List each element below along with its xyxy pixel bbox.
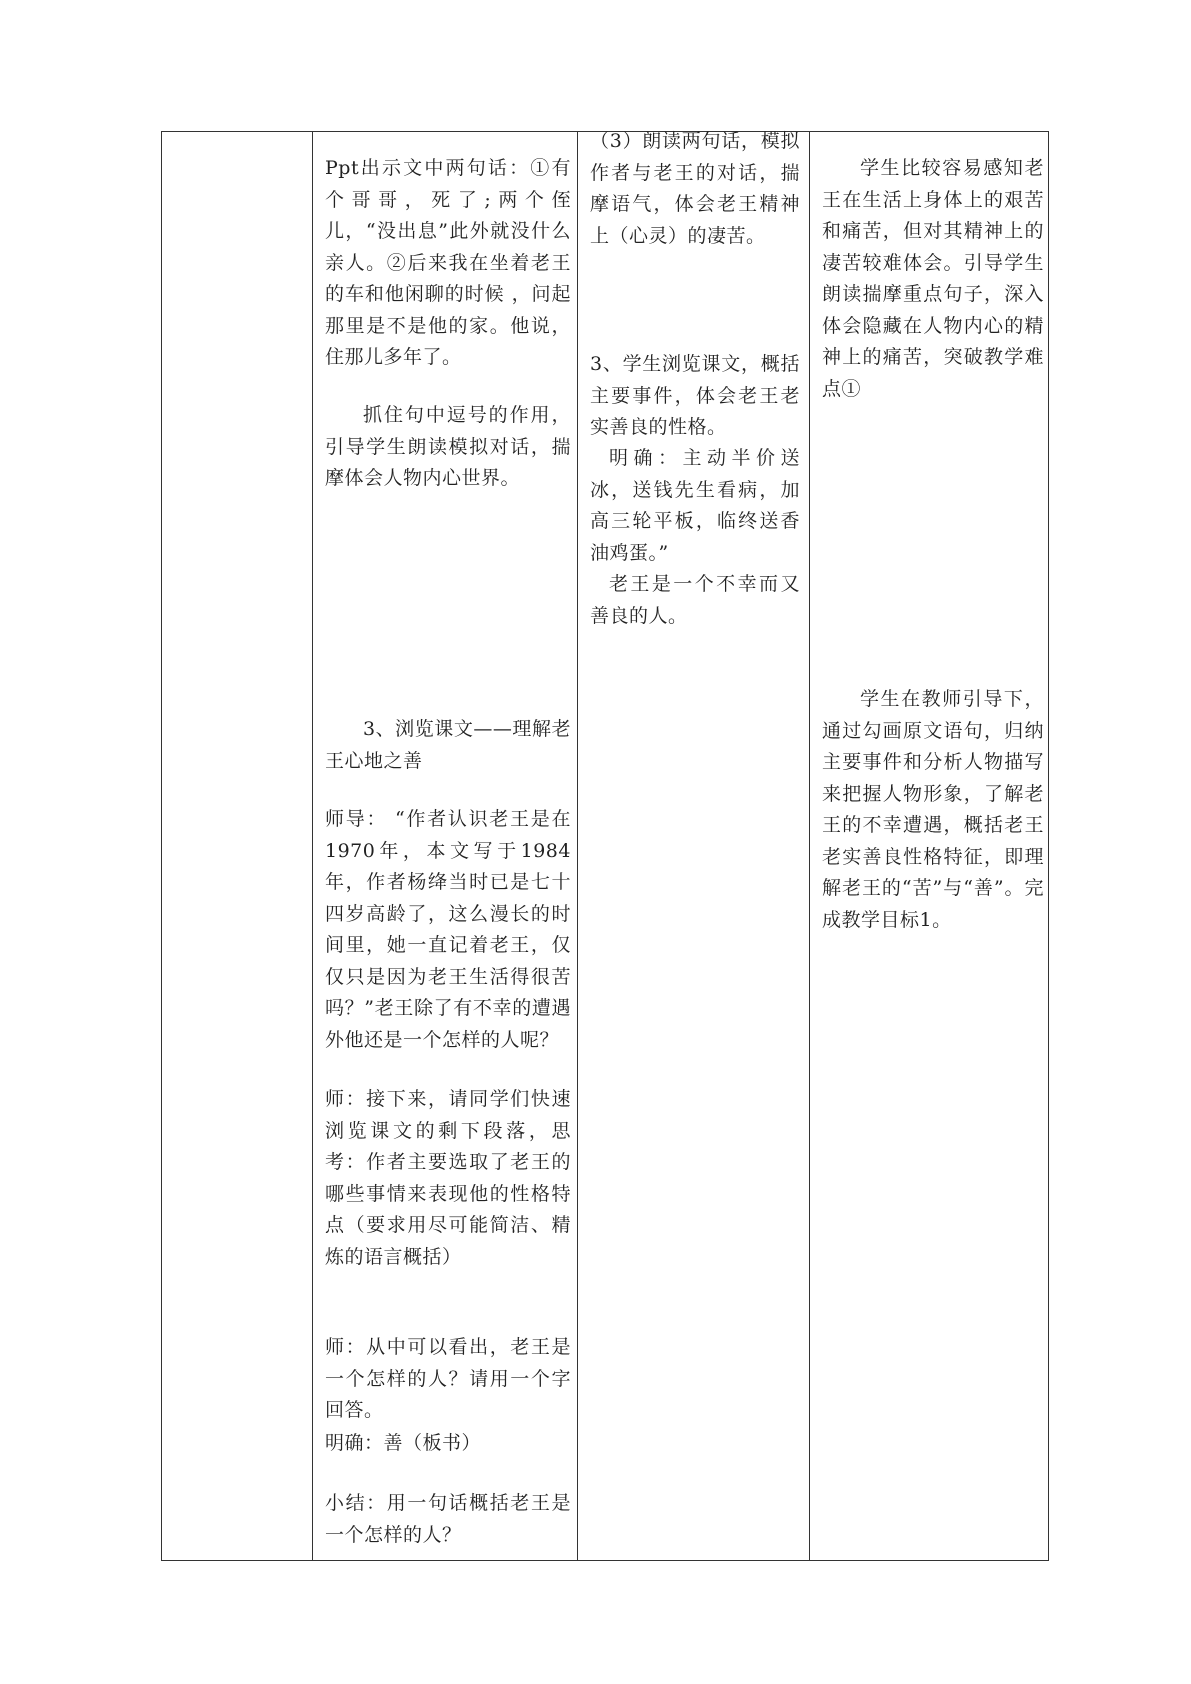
teacher-instruction-paragraph: 师：接下来，请同学们快速浏览课文的剩下段落，思考：作者主要选取了老王的哪些事情来表现他的性格特点（要求用尽可能简洁、精炼的语言概括） — [325, 1088, 571, 1268]
column-4-cell — [809, 132, 1050, 1560]
teacher-question-paragraph: 师：从中可以看出，老王是一个怎样的人？请用一个字回答。 — [325, 1336, 571, 1421]
teacher-guide-paragraph: 师导： “作者认识老王是在1970年，本文写于1984年，作者杨绛当时已是七十四岁高龄了，这么漫长的时间里，她一直记着老王，仅仅只是因为老王生活得很苦吗？”老王除了有不幸的遭遇外他还是一个怎样的人呢？ — [325, 808, 571, 1051]
conclusion-paragraph: 老王是一个不幸而又善良的人。 — [590, 573, 800, 627]
events-answer-paragraph: 明确：主动半价送冰，送钱先生看病，加高三轮平板，临终送香油鸡蛋。” — [590, 447, 800, 564]
section-heading: 3、浏览课文——理解老王心地之善 — [325, 718, 571, 772]
design-intent-paragraph-1: 学生比较容易感知老王在生活上身体上的艰苦和痛苦，但对其精神上的凄苦较难体会。引导学生朗读揣摩重点句子，深入体会隐藏在人物内心的精神上的痛苦，突破教学难点① — [822, 157, 1044, 400]
column-2-cell — [312, 132, 577, 1560]
column-3-cell — [577, 132, 809, 1560]
browse-activity-paragraph: 3、学生浏览课文，概括主要事件，体会老王老实善良的性格。 — [590, 353, 800, 438]
design-intent-paragraph-2: 学生在教师引导下，通过勾画原文语句，归纳主要事件和分析人物描写来把握人物形象，了解老王的不幸遭遇，概括老王老实善良性格特征，即理解老王的“苦”与“善”。完成教学目标1。 — [822, 688, 1044, 931]
comma-analysis-paragraph: 抓住句中逗号的作用，引导学生朗读模拟对话，揣摩体会人物内心世界。 — [325, 404, 571, 489]
summary-paragraph: 小结：用一句话概括老王是一个怎样的人？ — [325, 1492, 571, 1546]
ppt-quote-paragraph: Ppt出示文中两句话：①有个哥哥，死了;两个侄儿，“没出息”此外就没什么亲人。②后来我在坐着老王的车和他闲聊的时候 ，问起那里是不是他的家。他说，住那儿多年了。 — [325, 157, 571, 368]
lesson-plan-table — [161, 131, 1049, 1561]
answer-paragraph: 明确：善（板书） — [325, 1432, 482, 1454]
column-1-cell — [162, 132, 312, 1560]
reading-activity-paragraph: （3）朗读两句话，模拟作者与老王的对话，揣摩语气，体会老王精神上（心灵）的凄苦。 — [590, 130, 800, 247]
